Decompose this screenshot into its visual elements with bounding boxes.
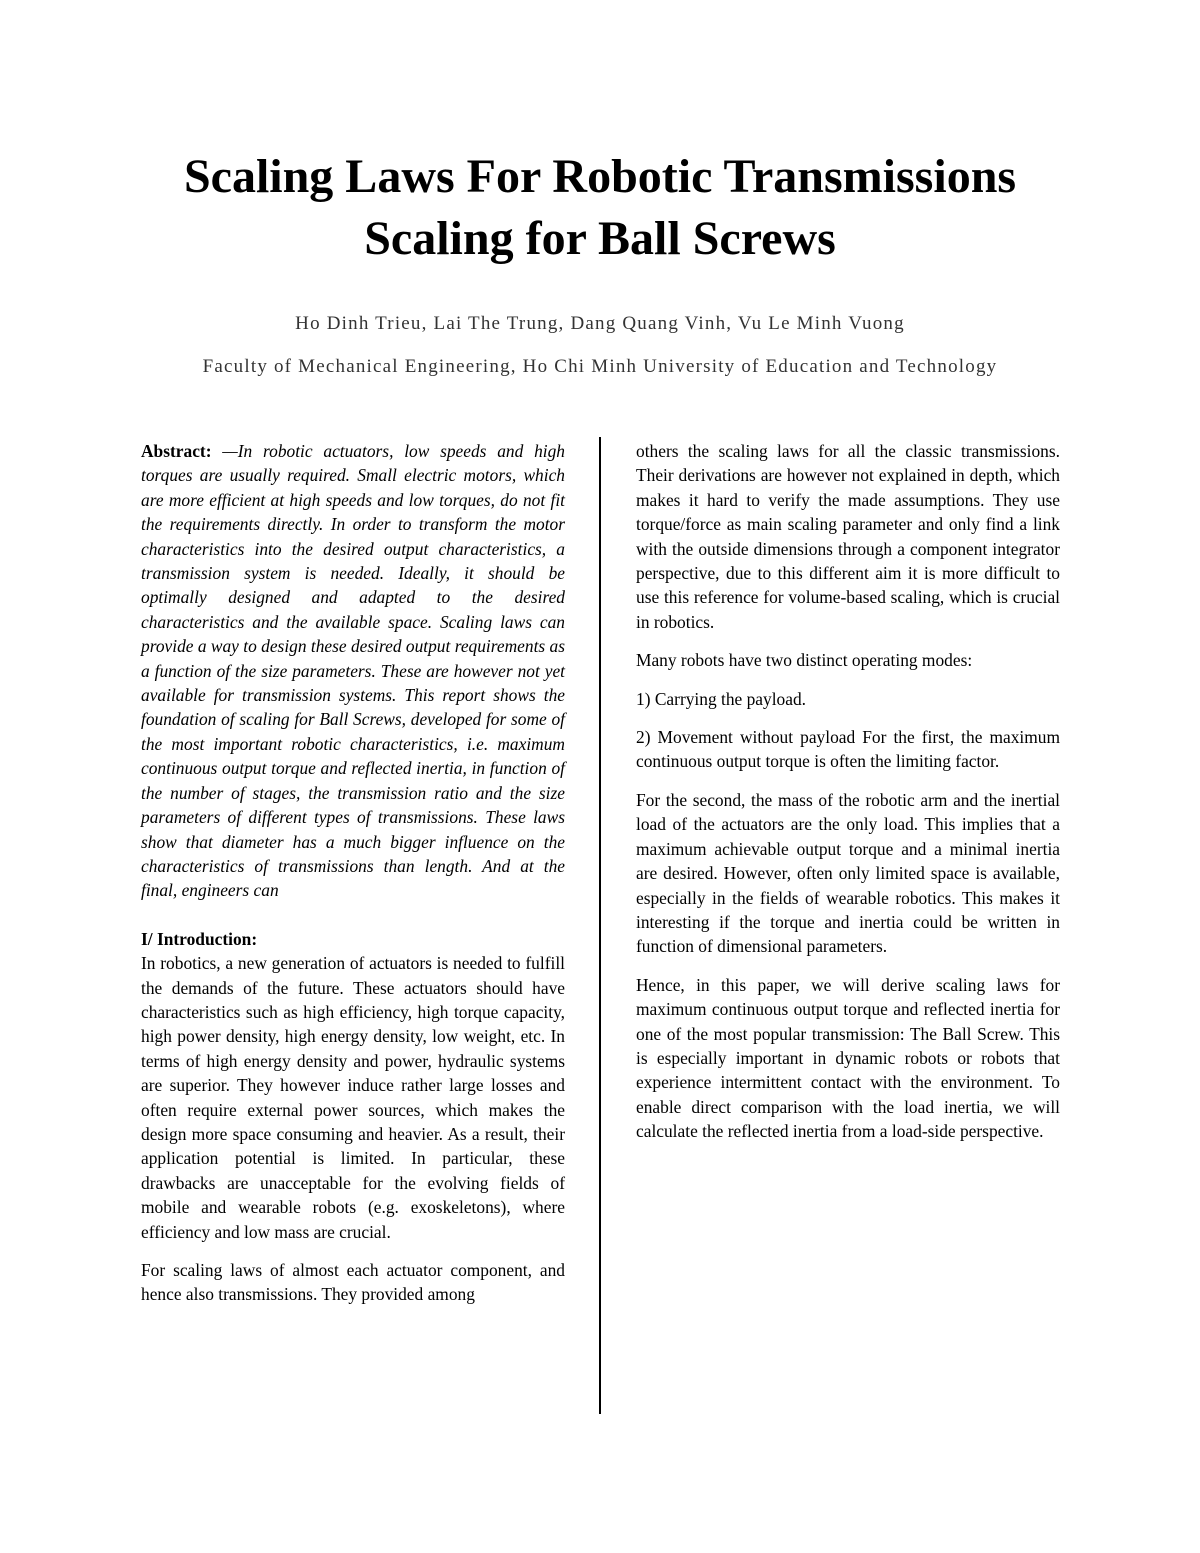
right-column bbox=[636, 439, 1060, 1144]
paper-title bbox=[0, 146, 1200, 270]
affiliation: Faculty of Mechanical Engineering, Ho Chi Minh University of Education and Technology bbox=[202, 356, 998, 377]
abstract-text: —In robotic actuators, low speeds and high torques are usually required. Small electric motors, which are more efficient at high speeds and low torques, do not fit the requirements directly. In order to transform the motor characteristics into the desired output characteristics, a transmission system is needed. Ideally, it should be optimally designed and adapted to the desired characteristics and the available space. Scaling laws can provide a way to design these desired output requirements as a function of the size parameters. These are however not yet available for transmission systems. This report shows the foundation of scaling for Ball Screws, developed for some of the most important robotic characteristics, i.e. maximum continuous output torque and reflected inertia, in function of the number of stages, the transmission ratio and the size parameters of different types of transmissions. These laws show that diameter has a much bigger influence on the characteristics of transmissions than length. And at the final, engineers can bbox=[141, 441, 565, 901]
intro-paragraph-1: In robotics, a new generation of actuators is needed to fulfill the demands of the future. These actuators should have characteristics such as high efficiency, high torque capacity, high power density, high energy density, low weight, etc. In terms of high energy density and power, hydraulic systems are superior. They however induce rather large losses and often require external power sources, which makes the design more space consuming and heavier. As a result, their application potential is limited. In particular, these drawbacks are unacceptable for the evolving fields of mobile and wearable robots (e.g. exoskeletons), where efficiency and low mass are crucial. bbox=[141, 953, 565, 1242]
author-list: Ho Dinh Trieu, Lai The Trung, Dang Quang Vinh, Vu Le Minh Vuong bbox=[295, 313, 905, 334]
abstract bbox=[141, 439, 565, 903]
right-paragraph-5: For the second, the mass of the robotic arm and the inertial load of the actuators are the only load. This implies that a maximum achievable output torque and a minimal inertia are desired. However, often only limited space is available, especially in the fields of wearable robotics. This makes it interesting if the torque and inertia could be written in function of dimensional parameters. bbox=[636, 789, 1060, 957]
abstract-label: Abstract: bbox=[141, 441, 212, 461]
right-paragraph-2: Many robots have two distinct operating modes: bbox=[636, 650, 973, 671]
section-heading-introduction: I/ Introduction: bbox=[141, 928, 258, 949]
intro-paragraph-2: For scaling laws of almost each actuator component, and hence also transmissions. They provided among bbox=[141, 1260, 565, 1305]
title-line-2: Scaling for Ball Screws bbox=[364, 212, 836, 265]
left-column bbox=[141, 439, 565, 1307]
title-line-1: Scaling Laws For Robotic Transmissions bbox=[183, 150, 1017, 203]
column-divider bbox=[599, 437, 601, 1414]
right-paragraph-3: 1) Carrying the payload. bbox=[636, 688, 806, 709]
right-paragraph-6: Hence, in this paper, we will derive scaling laws for maximum continuous output torque and reflected inertia for one of the most popular transmission: The Ball Screw. This is especially important in dynamic robots or robots that experience intermittent contact with the environment. To enable direct comparison with the load inertia, we will calculate the reflected inertia from a load-side perspective. bbox=[636, 974, 1060, 1142]
right-paragraph-4: 2) Movement without payload For the first, the maximum continuous output torque is often the limiting factor. bbox=[636, 727, 1060, 772]
right-paragraph-1: others the scaling laws for all the classic transmissions. Their derivations are however not explained in depth, which makes it hard to verify the made assumptions. They use torque/force as main scaling parameter and only find a link with the outside dimensions through a component integrator perspective, due to this different aim it is more difficult to use this reference for volume-based scaling, which is crucial in robotics. bbox=[636, 441, 1060, 632]
